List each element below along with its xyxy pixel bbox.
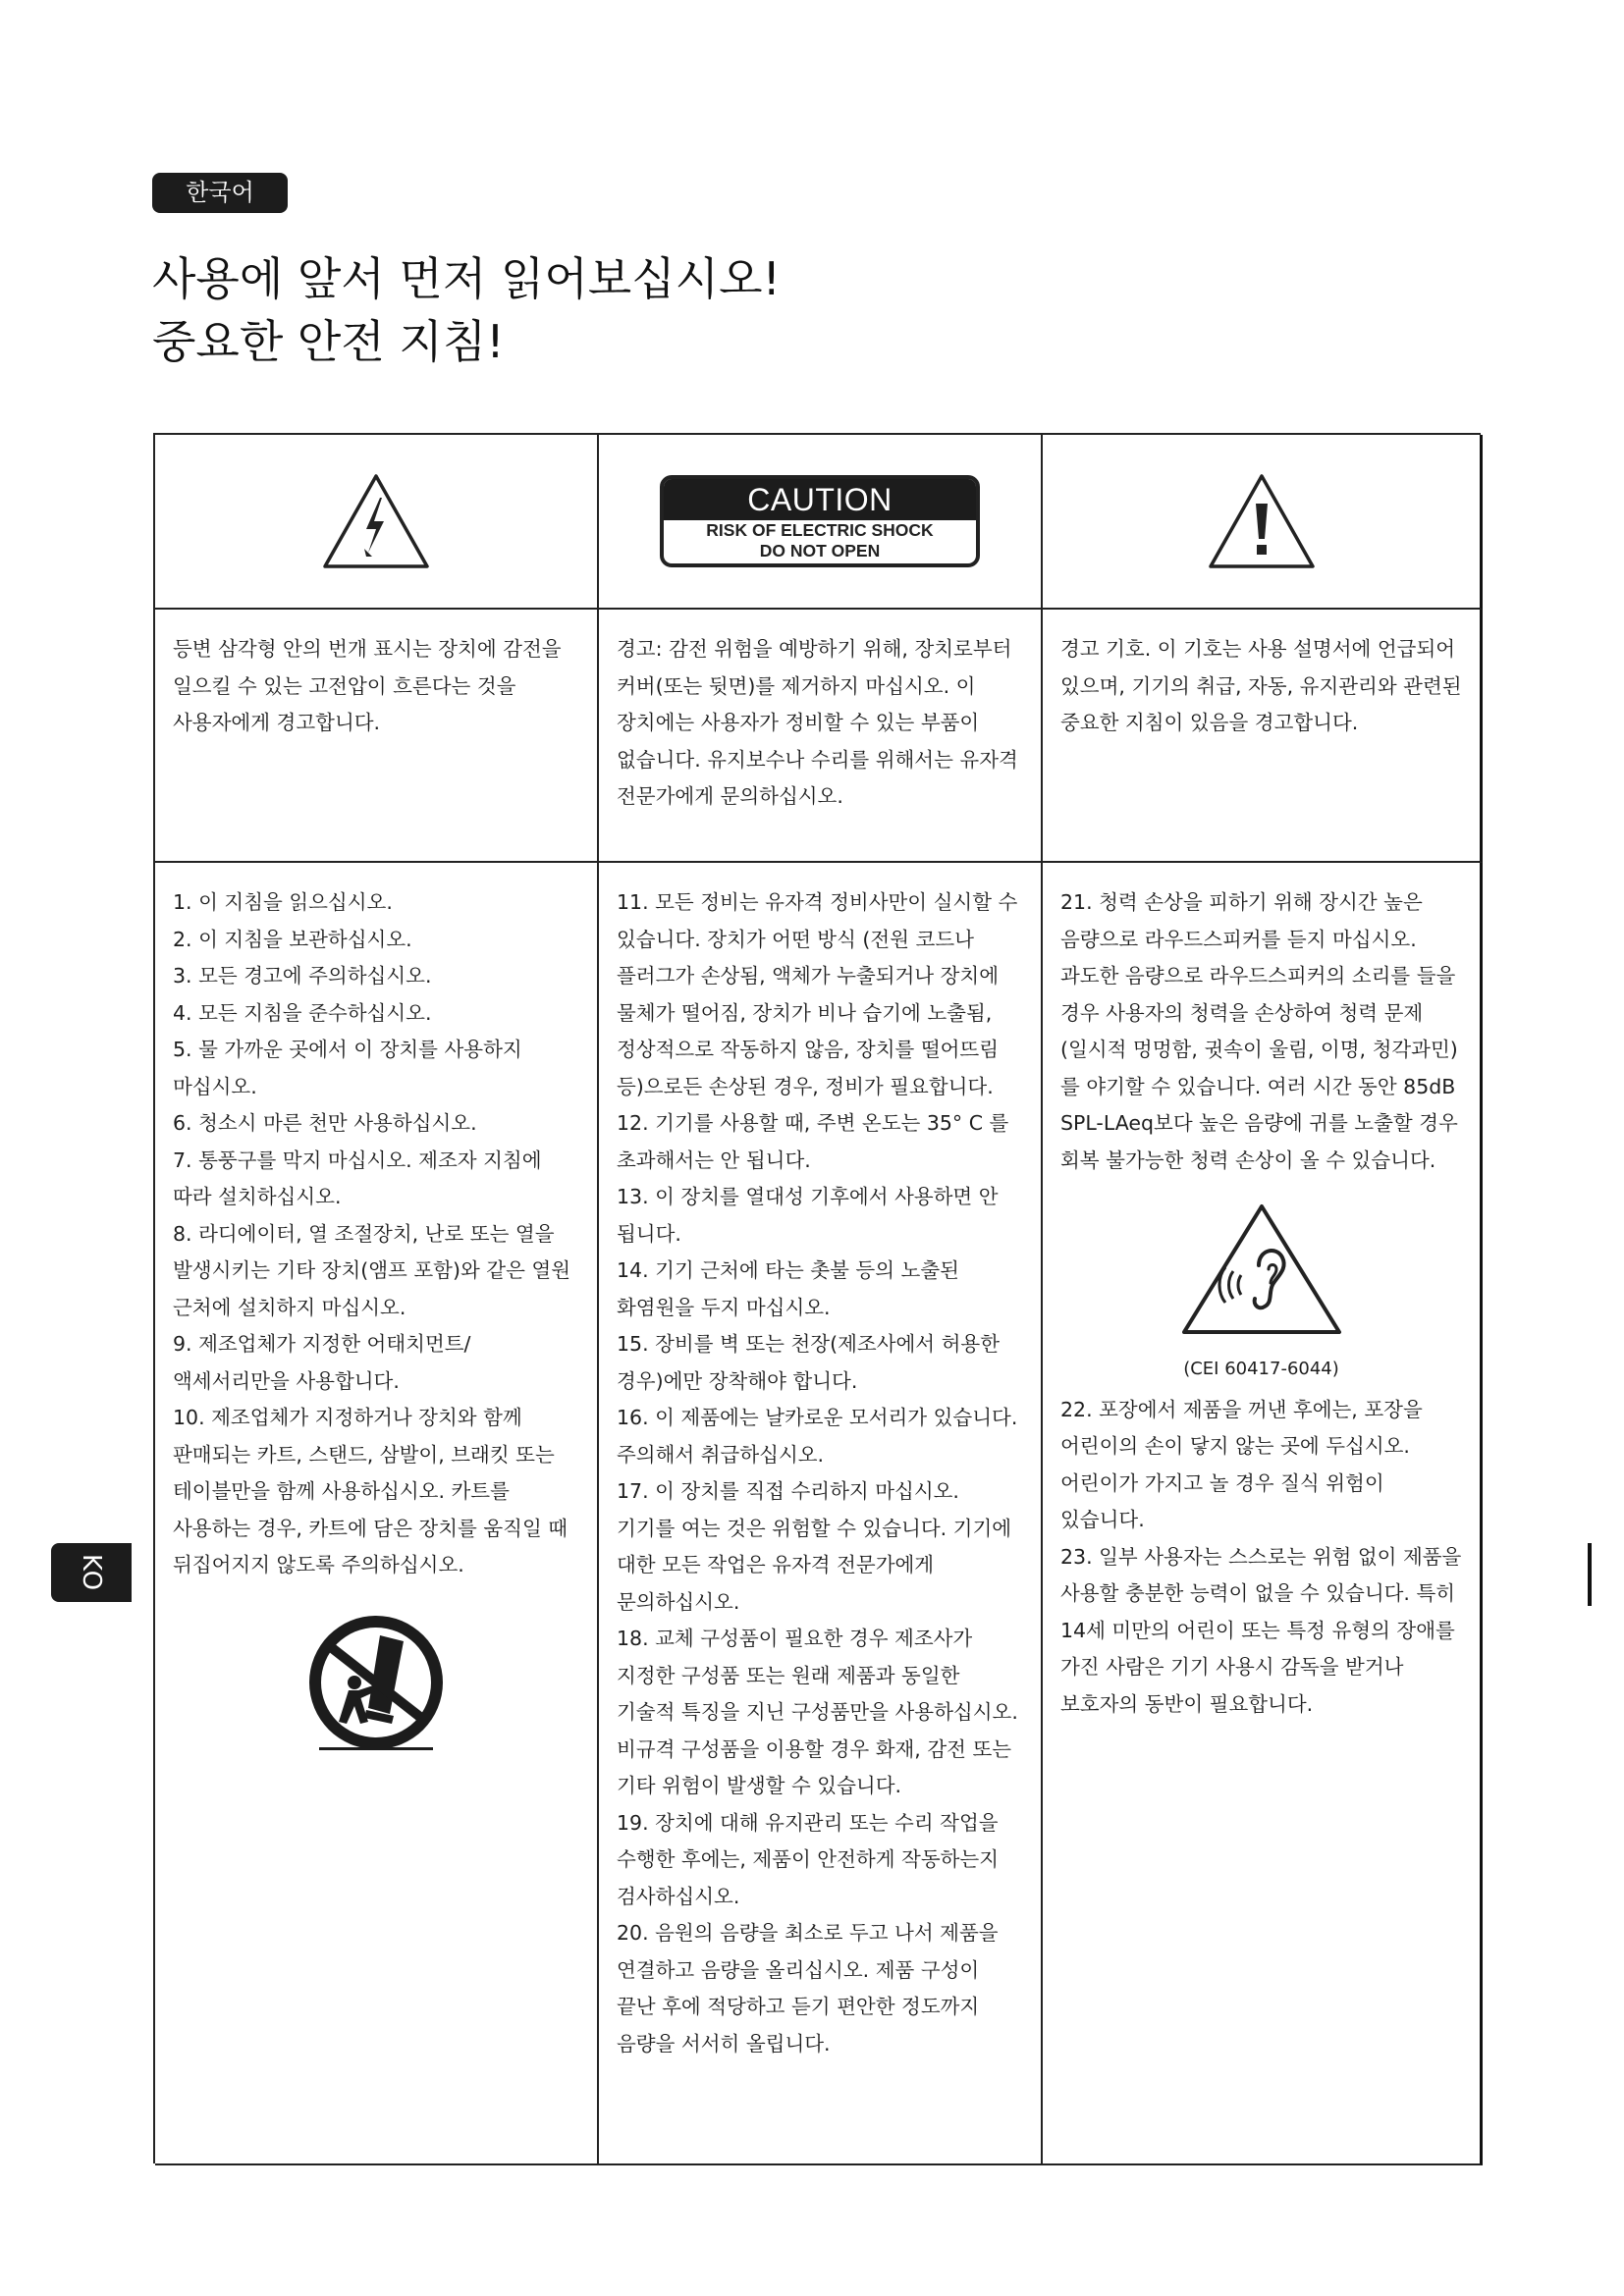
language-badge: 한국어	[152, 173, 288, 213]
hearing-icon-caption: (CEI 60417-6044)	[1183, 1358, 1339, 1379]
symbol-description-cell	[155, 610, 599, 863]
lightning-warning-icon	[321, 472, 431, 570]
instruction-item: 20. 음원의 음량을 최소로 두고 나서 제품을 연결하고 음량을 올리십시오. 제품 구성이 끝난 후에 적당하고 듣기 편안한 정도까지 음량을 서서히 올립니다.	[617, 1921, 999, 2056]
language-side-tab-label: KO	[77, 1553, 106, 1592]
instruction-item: 5. 물 가까운 곳에서 이 장치를 사용하지 마십시오.	[173, 1038, 522, 1098]
instruction-item: 1. 이 지침을 읽으십시오.	[173, 890, 393, 914]
exclamation-warning-icon	[1207, 472, 1317, 570]
page-edge-marker	[1588, 1543, 1592, 1606]
language-side-tab	[51, 1543, 132, 1602]
page-title-line-1: 사용에 앞서 먼저 읽어보십시오!	[152, 252, 781, 305]
instructions-column-1	[155, 863, 599, 2165]
lightning-description: 등변 삼각형 안의 번개 표시는 장치에 감전을 일으킬 수 있는 고전압이 흐른다는 것을 사용자에게 경고합니다.	[173, 637, 562, 734]
instruction-item: 18. 교체 구성품이 필요한 경우 제조사가 지정한 구성품 또는 원래 제품과 동일한 기술적 특징을 지닌 구성품만을 사용하십시오. 비규격 구성품을 이용할 경우 화재, 감전 또는 기타 위험이 발생할 수 있습니다.	[617, 1627, 1018, 1797]
symbol-description-cell	[1043, 610, 1483, 863]
instruction-item: 19. 장치에 대해 유지관리 또는 수리 작업을 수행한 후에는, 제품이 안전하게 작동하는지 검사하십시오.	[617, 1810, 1000, 1908]
instruction-item: 22. 포장에서 제품을 꺼낸 후에는, 포장을 어린이의 손이 닿지 않는 곳에 두십시오. 어린이가 가지고 놀 경우 질식 위험이 있습니다.	[1060, 1397, 1423, 1531]
instructions-column-3	[1043, 863, 1483, 2165]
caution-line-1: RISK OF ELECTRIC SHOCK	[706, 520, 934, 540]
instruction-item: 11. 모든 정비는 유자격 정비사만이 실시할 수 있습니다. 장치가 어떤 방식 (전원 코드나 플러그가 손상됨, 액체가 누출되거나 장치에 물체가 떨어짐, 장치가 비나 습기에 노출됨, 정상적으로 작동하지 않음, 장치를 떨어뜨림 등)으로든 손상된 경우, 정비가 필요합니다.	[617, 890, 1018, 1098]
instruction-item: 3. 모든 경고에 주의하십시오.	[173, 964, 432, 988]
exclamation-description: 경고 기호. 이 기호는 사용 설명서에 언급되어 있으며, 기기의 취급, 자동, 유지관리와 관련된 중요한 지침이 있음을 경고합니다.	[1060, 637, 1462, 734]
caution-description: 경고: 감전 위험을 예방하기 위해, 장치로부터 커버(또는 뒷면)를 제거하지 마십시오. 이 장치에는 사용자가 정비할 수 있는 부품이 없습니다. 유지보수나 수리를 위해서는 유자격 전문가에게 문의하십시오.	[617, 637, 1018, 808]
instruction-item: 14. 기기 근처에 타는 촛불 등의 노출된 화염원을 두지 마십시오.	[617, 1258, 959, 1319]
instruction-item: 17. 이 장치를 직접 수리하지 마십시오. 기기를 여는 것은 위험할 수 있습니다. 기기에 대한 모든 작업은 유자격 전문가에게 문의하십시오.	[617, 1479, 1012, 1614]
caution-line-2: DO NOT OPEN	[759, 541, 881, 561]
caution-label-icon	[660, 475, 980, 567]
instruction-item: 21. 청력 손상을 피하기 위해 장시간 높은 음량으로 라우드스피커를 듣지 마십시오. 과도한 음량으로 라우드스피커의 소리를 들을 경우 사용자의 청력을 손상하여 청력 문제(일시적 멍멍함, 귓속이 울림, 이명, 청각과민)를 야기할 수 있습니다. 여러 시간 동안 85dB SPL-LAeq보다 높은 음량에 귀를 노출할 경우 회복 불가능한 청력 손상이 올 수 있습니다.	[1060, 890, 1458, 1172]
instruction-item: 13. 이 장치를 열대성 기후에서 사용하면 안 됩니다.	[617, 1185, 999, 1246]
symbol-cell-exclamation	[1043, 435, 1483, 610]
page-title	[152, 247, 781, 373]
symbol-cell-lightning	[155, 435, 599, 610]
instruction-item: 23. 일부 사용자는 스스로는 위험 없이 제품을 사용할 충분한 능력이 없을 수 있습니다. 특히 14세 미만의 어린이 또는 특정 유형의 장애를 가진 사람은 기기 사용시 감독을 받거나 보호자의 동반이 필요합니다.	[1060, 1544, 1462, 1716]
symbol-cell-caution	[599, 435, 1043, 610]
instruction-item: 16. 이 제품에는 날카로운 모서리가 있습니다. 주의해서 취급하십시오.	[617, 1406, 1018, 1467]
safety-table	[153, 433, 1481, 2163]
instruction-item: 7. 통풍구를 막지 마십시오. 제조자 지침에 따라 설치하십시오.	[173, 1148, 542, 1208]
instruction-item: 9. 제조업체가 지정한 어태치먼트/ 액세서리만을 사용합니다.	[173, 1332, 471, 1393]
instruction-item: 6. 청소시 마른 천만 사용하십시오.	[173, 1111, 477, 1135]
instructions-column-2	[599, 863, 1043, 2165]
instruction-item: 8. 라디에이터, 열 조절장치, 난로 또는 열을 발생시키는 기타 장치(앰프 포함)와 같은 열원 근처에 설치하지 마십시오.	[173, 1221, 571, 1319]
page-title-line-2: 중요한 안전 지침!	[152, 315, 505, 368]
instruction-item: 4. 모든 지침을 준수하십시오.	[173, 1000, 432, 1025]
instruction-item: 10. 제조업체가 지정하거나 장치와 함께 판매되는 카트, 스탠드, 삼발이, 브래킷 또는 테이블만을 함께 사용하십시오. 카트를 사용하는 경우, 카트에 담은 장치를 움직일 때 뒤집어지지 않도록 주의하십시오.	[173, 1406, 568, 1576]
hearing-damage-icon	[1178, 1201, 1345, 1338]
caution-title: CAUTION	[664, 479, 976, 520]
symbol-description-cell	[599, 610, 1043, 863]
instruction-item: 12. 기기를 사용할 때, 주변 온도는 35° C 를 초과해서는 안 됩니다.	[617, 1111, 1009, 1172]
cart-tip-over-icon	[296, 1612, 457, 1761]
instruction-item: 15. 장비를 벽 또는 천장(제조사에서 허용한 경우)에만 장착해야 합니다.	[617, 1332, 1001, 1393]
instruction-item: 2. 이 지침을 보관하십시오.	[173, 927, 412, 951]
